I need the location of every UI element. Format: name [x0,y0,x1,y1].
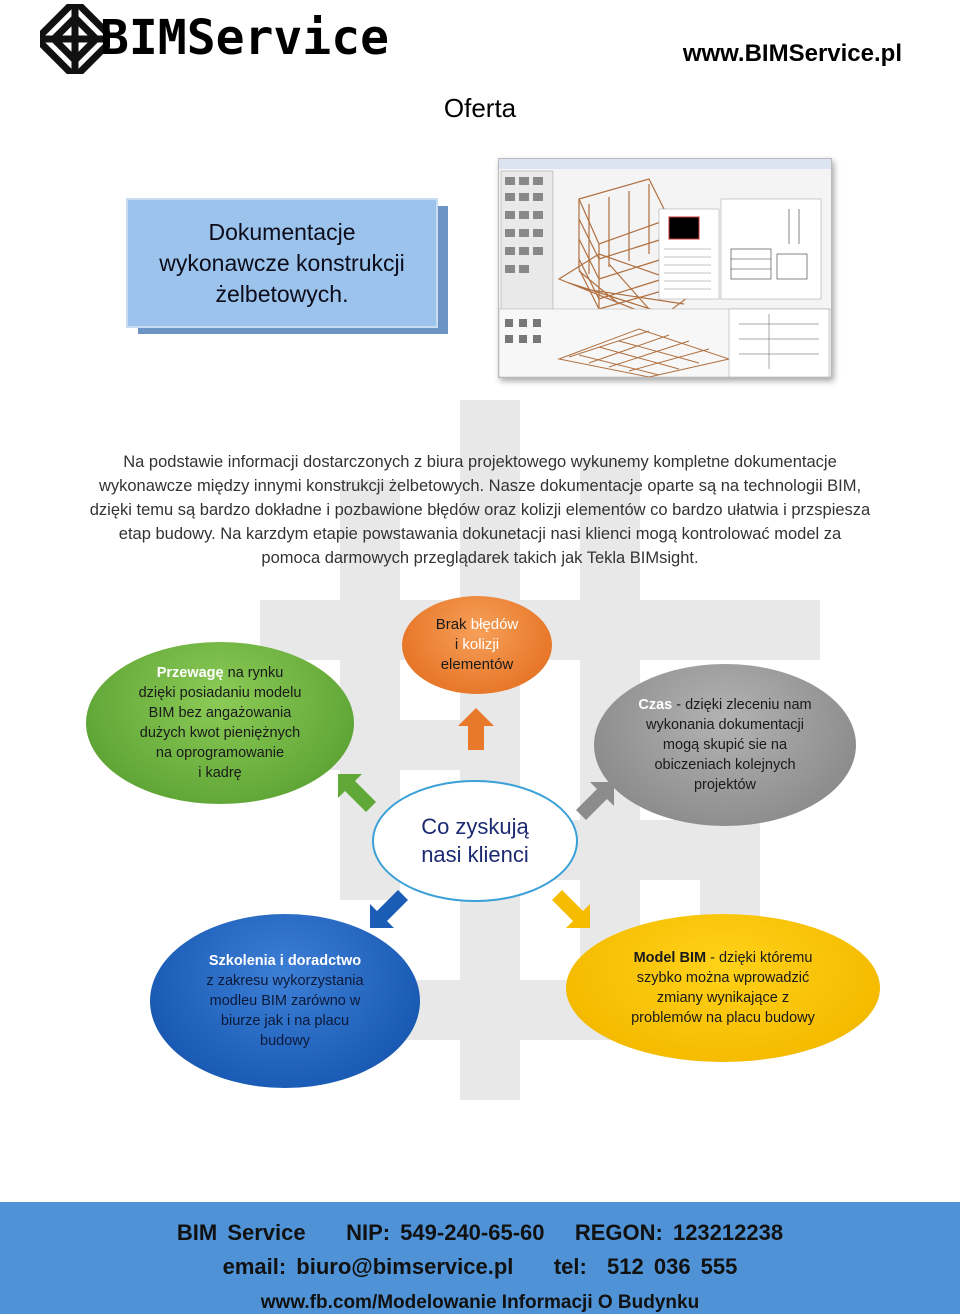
benefit-text: na oprogramowanie [155,745,285,761]
benefit-text: zmiany wynikające z [656,990,790,1006]
heading-line: Dokumentacje [208,218,356,245]
benefit-bim-model [566,914,880,1062]
benefit-text: budowy [260,1033,310,1049]
benefit-training [150,914,420,1088]
benefit-text: szybko można wprowadzić [636,970,810,986]
page-title: Oferta [443,93,517,123]
brand-name: BIMService [100,10,389,66]
benefit-text: projektów [693,777,757,793]
arrow-down-left-icon [366,886,412,932]
heading-line: wykonawcze konstrukcji [159,249,405,276]
intro-line: wykonawcze między innymi konstrukcji żelbetowych. Nasze dokumentacje oparte są na technologii BIM, [98,477,862,495]
intro-line: Na podstawie informacji dostarczonych z biura projektowego wykunemy kompletne dokumentacje [123,453,837,471]
benefit-text: obiczeniach kolejnych [654,757,796,773]
heading-line: żelbetowych. [215,280,349,307]
benefit-text: dzięki posiadaniu modelu [138,685,302,701]
center-line: Co zyskują [421,814,529,839]
intro-line: dzięki temu są bardzo dokładne i pozbawione błędów oraz kolizji elementów co bardzo ułatwia i przspiesza [89,501,871,519]
benefit-text: elementów [440,656,514,673]
arrow-up-icon [456,706,496,752]
benefit-text: problemów na placu budowy [631,1010,815,1026]
site-url-link[interactable]: www.BIMService.pl [682,40,902,67]
benefit-text: modleu BIM zarówno w [209,993,361,1009]
benefit-text: z zakresu wykorzystania [206,973,364,989]
intro-line: pomoca darmowych przeglądarek takich jak Tekla BIMsight. [261,549,699,567]
center-line: nasi klienci [421,842,529,867]
diagram-center [372,780,578,902]
benefit-text: mogą skupić sie na [662,737,788,753]
benefit-highlight: kolizji [462,636,500,653]
footer-contact[interactable]: email: biuro@bimservice.pl tel: 512 036 555 [222,1254,738,1279]
benefit-text: i kadrę [198,765,242,781]
intro-paragraph [64,450,896,570]
footer-company-info: BIM Service NIP: 549-240-65-60 REGON: 123212238 [176,1220,784,1245]
benefit-highlight: Model BIM [633,950,707,966]
intro-line: etap budowy. Na karzdym etapie powstawania dokunetacji nasi klienci mogą kontrolować model za [118,525,842,543]
benefit-text: wykonania dokumentacji [646,717,804,733]
benefit-no-errors [402,596,552,694]
benefit-highlight: Szkolenia i doradctwo [208,953,362,969]
benefit-time [594,664,856,826]
heading-box [126,198,438,328]
benefit-market-advantage [86,642,354,804]
benefit-text: BIM bez angażowania [148,705,292,721]
footer [0,1202,960,1314]
benefit-highlight: błędów [470,616,519,633]
benefit-text: i [454,636,459,653]
benefit-text: na rynku [227,665,284,681]
benefit-text: biurze jak i na placu [220,1013,350,1029]
benefit-highlight: Przewagę [156,665,224,681]
bim-software-screenshot [498,158,832,378]
arrow-down-right-icon [548,886,594,932]
benefit-highlight: Czas [638,697,673,713]
benefit-text: Brak [435,616,467,633]
benefit-text: - dzięki któremu [710,950,813,966]
benefit-text: dużych kwot pieniężnych [139,725,301,741]
footer-facebook-link[interactable]: www.fb.com/Modelowanie Informacji O Budynku [260,1292,700,1313]
arrow-up-left-icon [334,770,380,816]
benefit-text: - dzięki zleceniu nam [676,697,812,713]
